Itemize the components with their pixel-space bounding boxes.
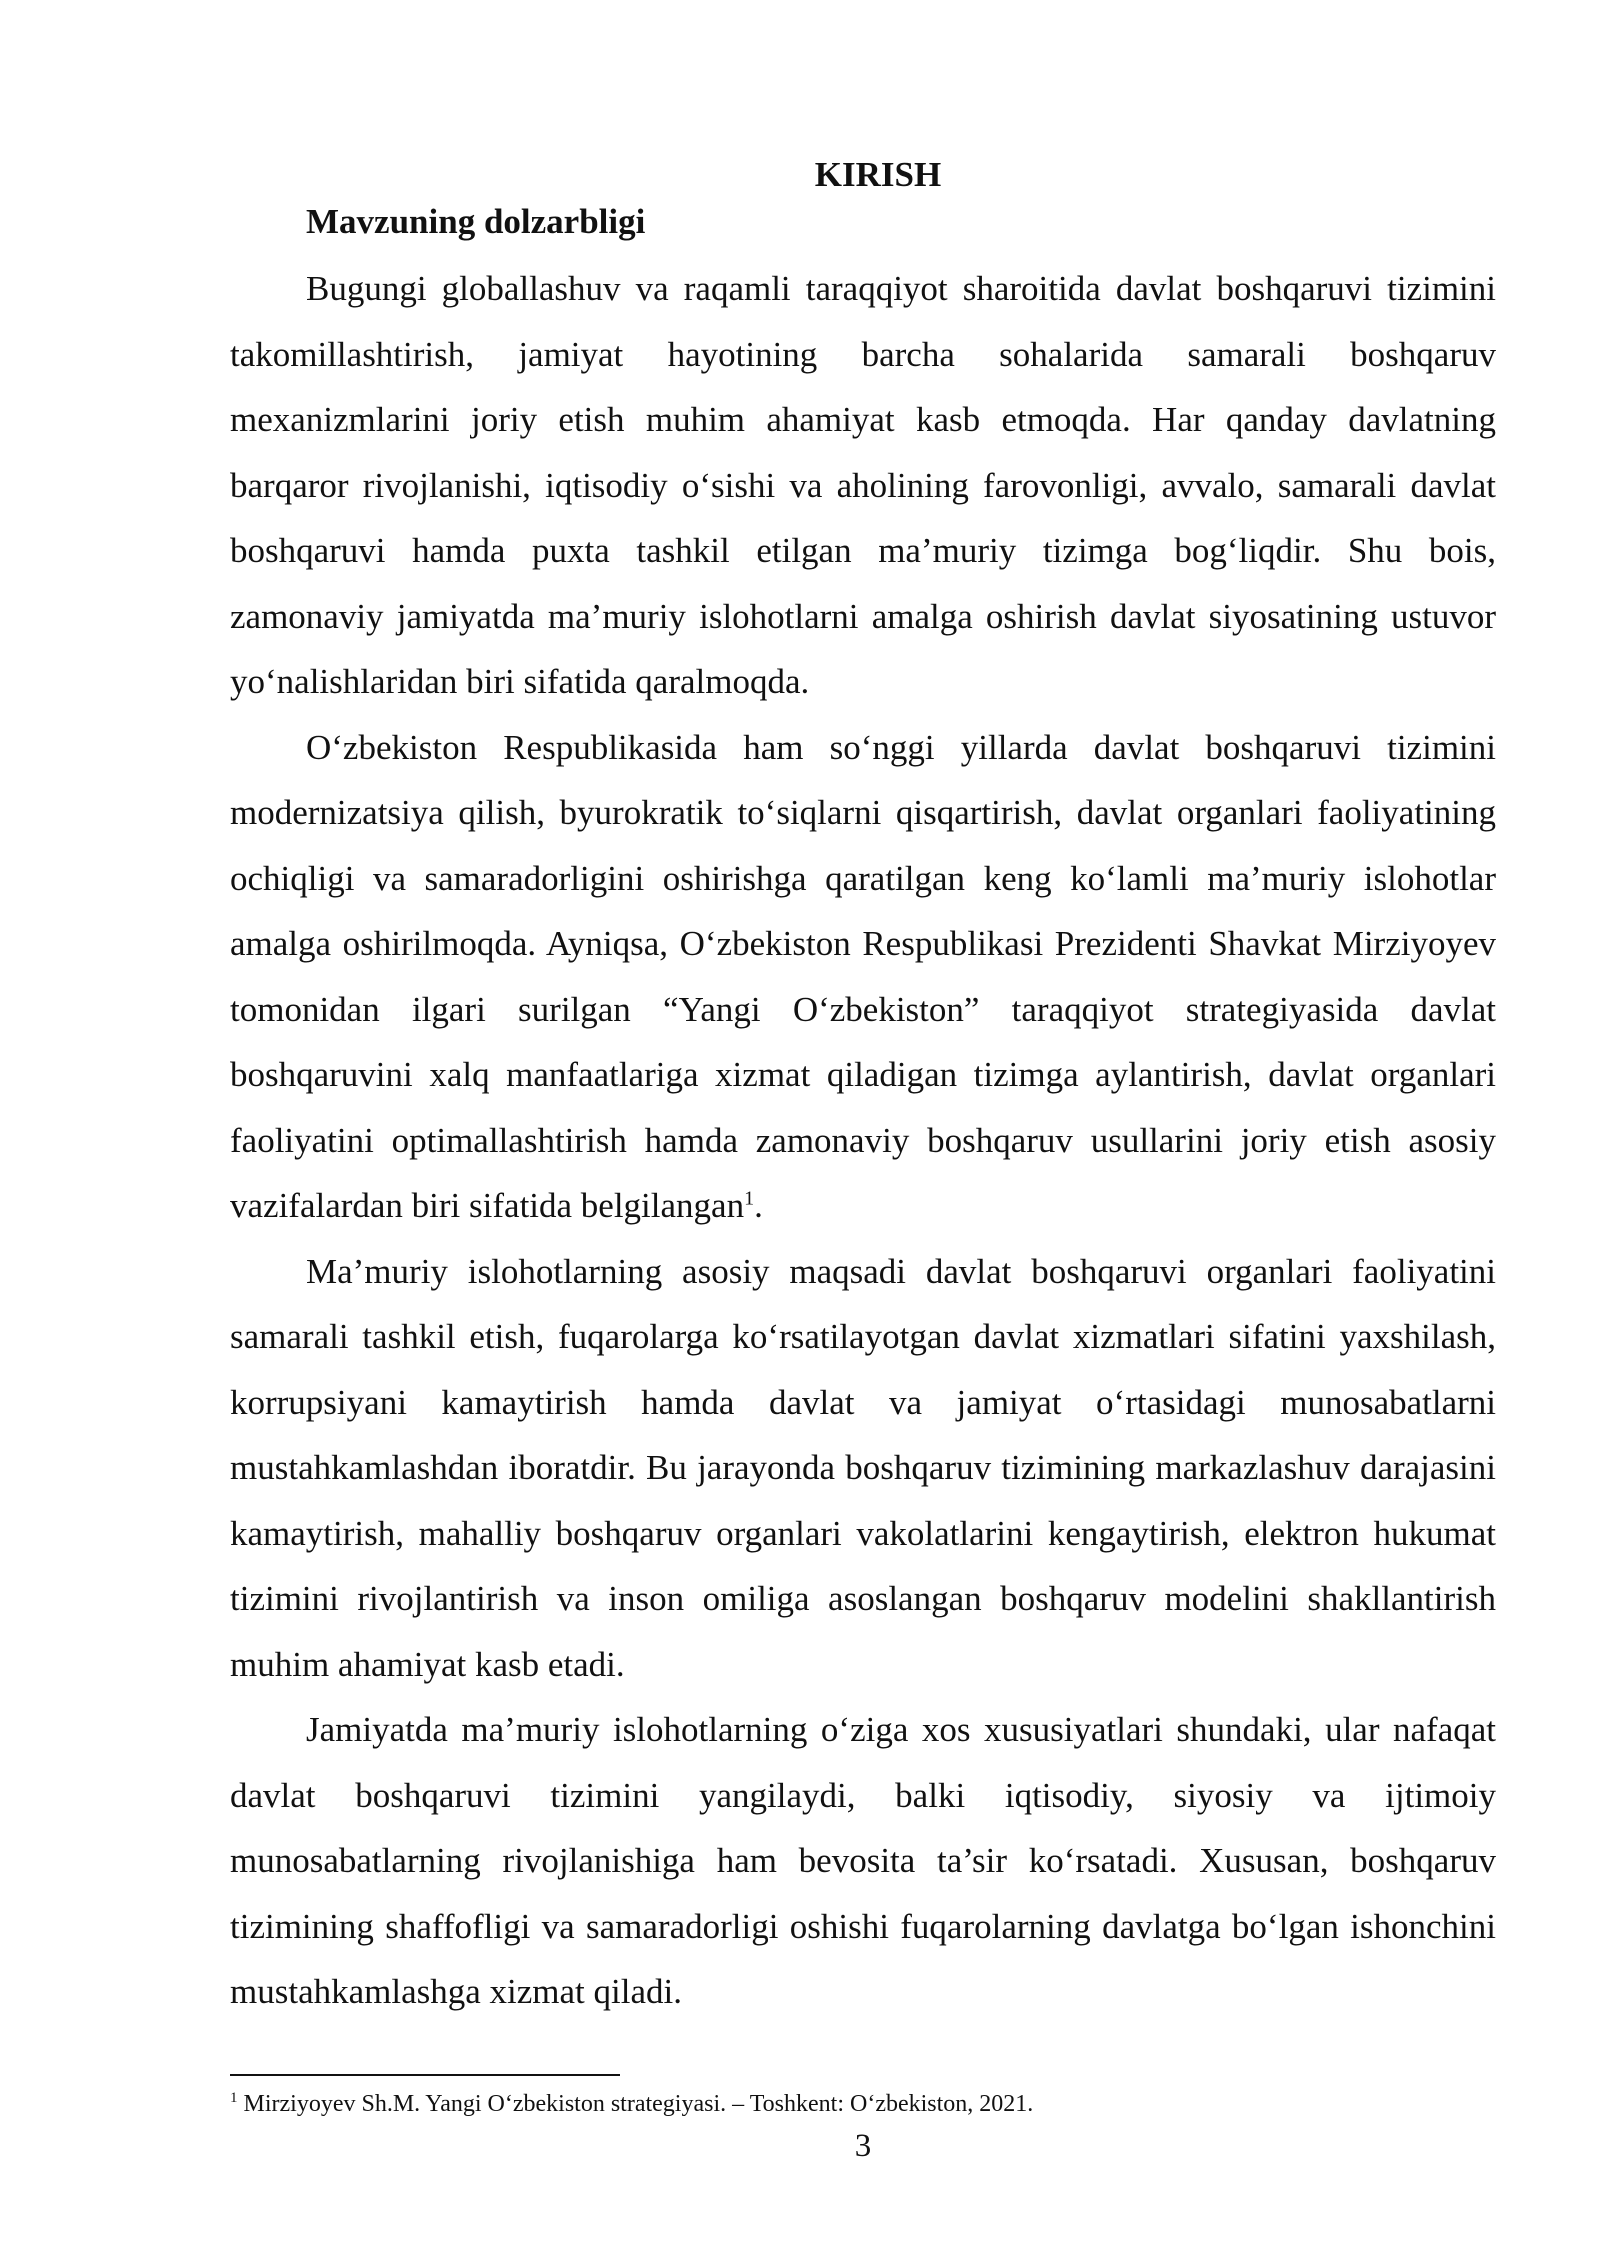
page-number: 3 [854,2128,872,2164]
paragraph-2-end: . [754,1186,763,1225]
footnote-reference[interactable]: 1 [744,1187,755,1210]
page-title: KIRISH [814,155,942,194]
paragraph-1 [230,256,1496,715]
paragraph-3 [230,1239,1496,1698]
footnote-marker: 1 [230,2090,238,2106]
paragraph-3-text: Ma’muriy islohotlarning asosiy maqsadi davlat boshqaruvi organlari faoliyatini samarali tashkil etish, fuqarolarga ko‘rsatilayotgan davlat xizmatlari sifatini yaxshilash, korrupsiyani kamaytirish hamda davlat va jamiyat o‘rtasidagi munosabatlarni mustahkamlashdan iboratdir. Bu jarayonda boshqaruv tizimining markazlashuv darajasini kamaytirish, mahalliy boshqaruv organlari vakolatlarini kengaytirish, elektron hukumat tizimini rivojlantirish va inson omiliga asoslangan boshqaruv modelini shakllantirish muhim ahamiyat kasb etadi. [230,1251,1496,1684]
footnote-text: Mirziyoyev Sh.M. Yangi O‘zbekiston strategiyasi. – Toshkent: O‘zbekiston, 2021. [237,2091,1034,2117]
paragraph-4-text: Jamiyatda ma’muriy islohotlarning o‘ziga xos xususiyatlari shundaki, ular nafaqat davlat boshqaruvi tizimini yangilaydi, balki iqtisodiy, siyosiy va ijtimoiy munosabatlarning rivojlanishiga ham bevosita ta’sir ko‘rsatadi. Xususan, boshqaruv tizimining shaffofligi va samaradorligi oshishi fuqarolarning davlatga bo‘lgan ishonchini mustahkamlashga xizmat qiladi. [230,1710,1496,2011]
paragraph-2-text: O‘zbekiston Respublikasida ham so‘nggi yillarda davlat boshqaruvi tizimini modernizatsiya qilish, byurokratik to‘siqlarni qisqartirish, davlat organlari faoliyatining ochiqligi va samaradorligini oshirishga qaratilgan keng ko‘lamli ma’muriy islohotlar amalga oshirilmoqda. Ayniqsa, O‘zbekiston Respublikasi Prezidenti Shavkat Mirziyoyev tomonidan ilgari surilgan “Yangi O‘zbekiston” taraqqiyot strategiyasida davlat boshqaruvini xalq manfaatlariga xizmat qiladigan tizimga aylantirish, davlat organlari faoliyatini optimallashtirish hamda zamonaviy boshqaruv usullarini joriy etish asosiy vazifalardan biri sifatida belgilangan [230,727,1496,1225]
footnote [230,2087,1496,2121]
paragraph-2 [230,715,1496,1239]
paragraph-1-text: Bugungi globallashuv va raqamli taraqqiyot sharoitida davlat boshqaruvi tizimini takomillashtirish, jamiyat hayotining barcha sohalarida samarali boshqaruv mexanizmlarini joriy etish muhim ahamiyat kasb etmoqda. Har qanday davlatning barqaror rivojlanishi, iqtisodiy o‘sishi va aholining farovonligi, avvalo, samarali davlat boshqaruvi hamda puxta tashkil etilgan ma’muriy tizimga bog‘liqdir. Shu bois, zamonaviy jamiyatda ma’muriy islohotlarni amalga oshirish davlat siyosatining ustuvor yo‘nalishlaridan biri sifatida qaralmoqda. [230,269,1496,701]
section-heading: Mavzuning dolzarbligi [306,202,646,241]
footnote-divider [230,2074,620,2076]
paragraph-4 [230,1697,1496,2025]
document-page [230,150,1496,2025]
